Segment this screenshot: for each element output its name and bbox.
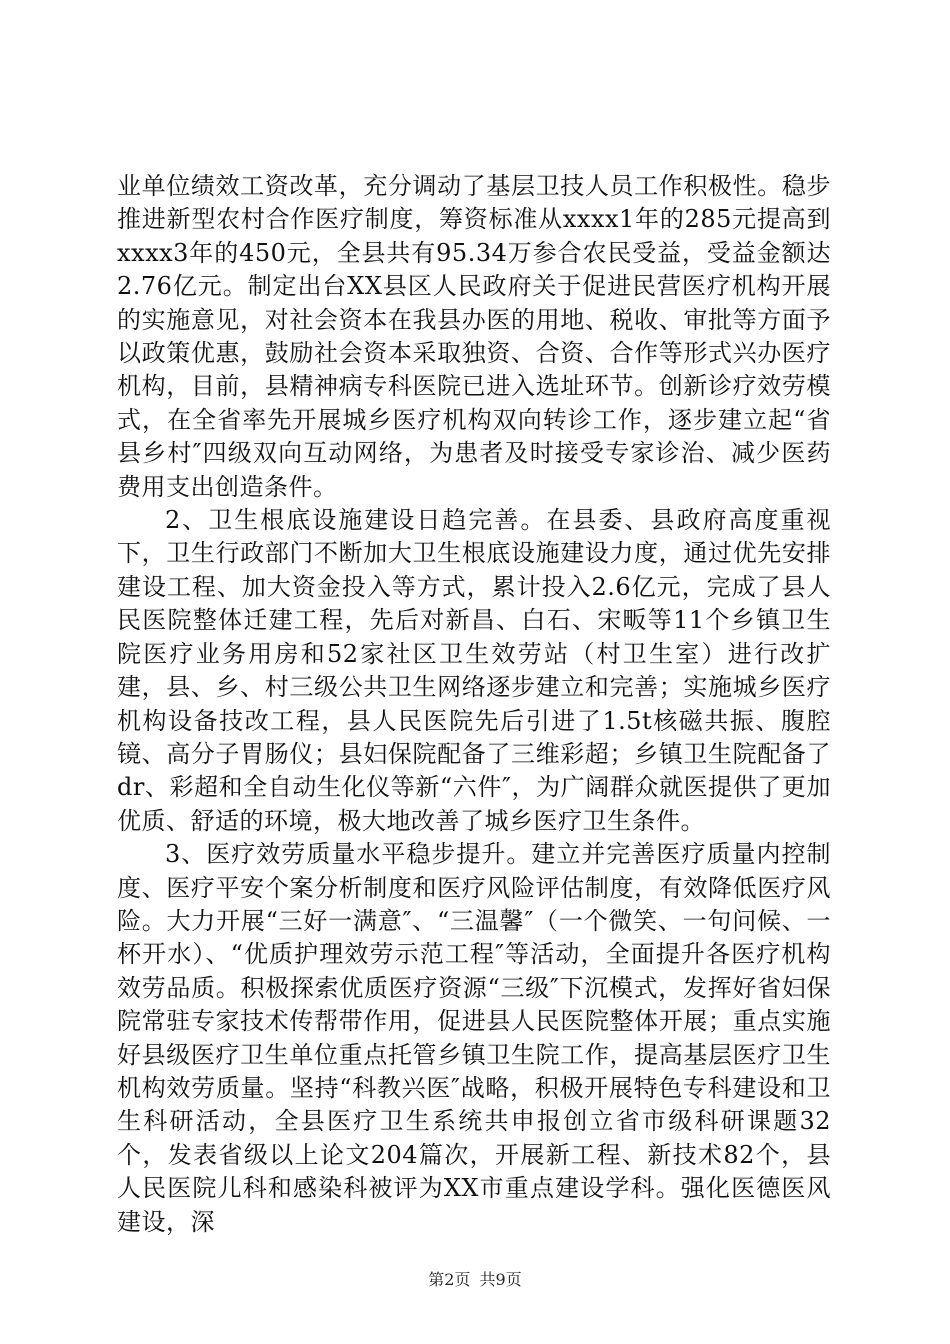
paragraph-infrastructure: 2、卫生根底设施建设日趋完善。在县委、县政府高度重视下，卫生行政部门不断加大卫生根底设施建设力度，通过优先安排建设工程、加大资金投入等方式，累计投入2.6亿元，完成了县人民医院整体迁建工程，先后对新昌、白石、宋畈等11个乡镇卫生院医疗业务用房和52家社区卫生效劳站（村卫生室）进行改扩建，县、乡、村三级公共卫生网络逐步建立和完善；实施城乡医疗机构设备技改工程，县人民医院先后引进了1.5t核磁共振、腹腔镜、高分子胃肠仪；县妇保院配备了三维彩超；乡镇卫生院配备了dr、彩超和全自动生化仪等新“六件″，为广阔群众就医提供了更加优质、舒适的环境，极大地改善了城乡医疗卫生条件。 [117, 506, 831, 835]
page-total: 共9页 [479, 1270, 522, 1289]
paragraph-service-quality: 3、医疗效劳质量水平稳步提升。建立并完善医疗质量内控制度、医疗平安个案分析制度和医疗风险评估制度，有效降低医疗风险。大力开展“三好一满意″、“三温馨″（一个微笑、一句问候、一杯开水）、“优质护理效劳示范工程″等活动，全面提升各医疗机构效劳品质。积极探索优质医疗资源“三级″下沉模式，发挥好省妇保院常驻专家技术传帮带作用，促进县人民医院整体开展；重点实施好县级医疗卫生单位重点托管乡镇卫生院工作，提高基层医疗卫生机构效劳质量。坚持“科教兴医″战略，积极开展特色专科建设和卫生科研活动，全县医疗卫生系统共申报创立省市级科研课题32个，发表省级以上论文204篇次，开展新工程、新技术82个，县人民医院儿科和感染科被评为XX市重点建设学科。强化医德医风建设，深 [117, 840, 831, 1236]
page-footer [0, 1270, 950, 1290]
paragraph-continued: 业单位绩效工资改革，充分调动了基层卫技人员工作积极性。稳步推进新型农村合作医疗制度，筹资标准从xxxx1年的285元提高到xxxx3年的450元，全县共有95.34万参合农民受益，受益金额达2.76亿元。制定出台XX县区人民政府关于促进民营医疗机构开展的实施意见，对社会资本在我县办医的用地、税收、审批等方面予以政策优惠，鼓励社会资本采取独资、合资、合作等形式兴办医疗机构，目前，县精神病专科医院已进入选址环节。创新诊疗效劳模式，在全省率先开展城乡医疗机构双向转诊工作，逐步建立起“省县乡村″四级双向互动网络，为患者及时接受专家诊治、减少医药费用支出创造条件。 [117, 172, 831, 501]
document-body [117, 170, 831, 1239]
page-number: 第2页 [428, 1270, 471, 1289]
